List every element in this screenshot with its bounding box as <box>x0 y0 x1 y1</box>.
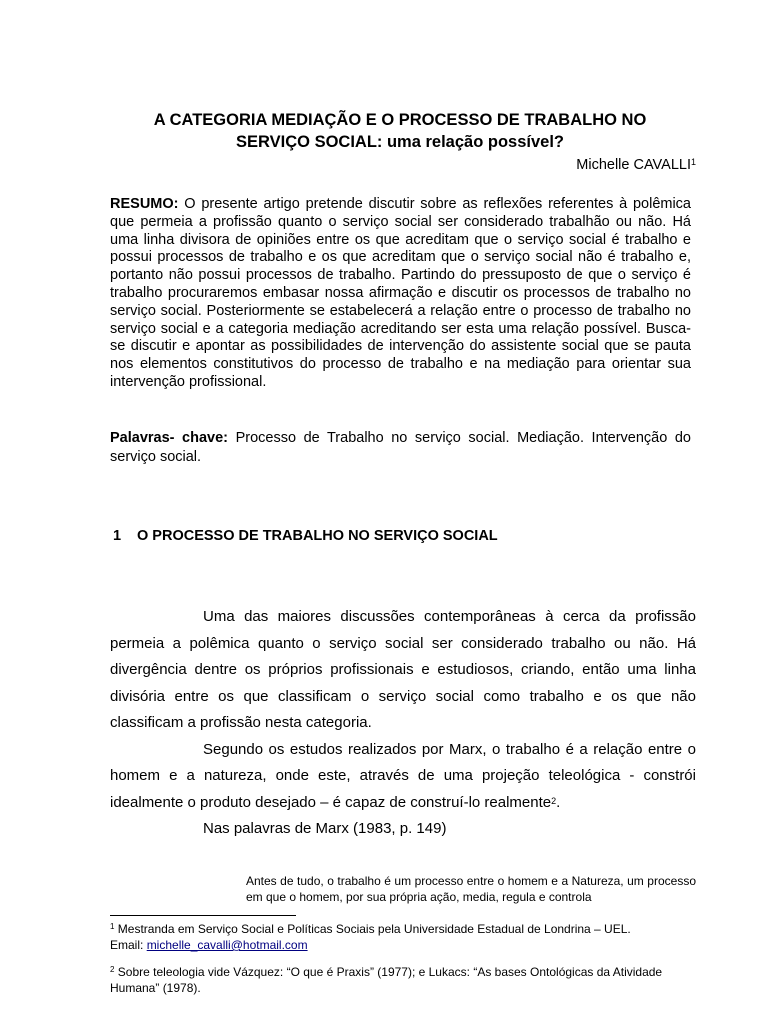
keywords-text: Processo de Trabalho no serviço social. Mediação. Intervenção do serviço social. <box>110 430 691 465</box>
footnote-2 <box>110 964 696 996</box>
title-line-2: SERVIÇO SOCIAL: uma relação possível? <box>236 133 564 151</box>
paragraph-2-footnote-marker: 2 <box>551 795 557 806</box>
abstract <box>110 196 691 392</box>
footnote-2-text: Sobre teleologia vide Vázquez: “O que é Praxis” (1977); e Lukacs: “As bases Ontológicas da Atividade Humana” (1978). <box>110 965 663 995</box>
paragraph-1: Uma das maiores discussões contemporâneas à cerca da profissão permeia a polêmica quanto o serviço social ser considerado trabalho ou não. Há divergência dentre os próprios profissionais e estudiosos, criando, então uma linha divisória entre os que classificam o serviço social como trabalho e os que não classificam a profissão nesta categoria. <box>110 608 696 731</box>
footnote-divider <box>110 915 296 916</box>
footnotes <box>110 921 696 996</box>
footnote-1 <box>110 921 696 953</box>
paragraph-2-text: Segundo os estudos realizados por Marx, o trabalho é a relação entre o homem e a natureza, onde este, através de uma projeção teleológica - constrói idealmente o produto desejado – é capaz de construí-lo realmente <box>110 740 696 811</box>
abstract-text: O presente artigo pretende discutir sobre as reflexões referentes à polêmica que permeia a profissão quanto o serviço social ser considerado trabalhão ou não. Há uma linha divisora de opiniões entre os que acreditam que o serviço social é trabalho e possui processos de trabalho e os que acreditam que o serviço social não é trabalho e, portanto não possui processos de trabalho. Partindo do pressuposto de que o serviço é trabalho procuraremos embasar nossa afirmação e discutir os processos de trabalho no serviço social. Posteriormente se estabelecerá a relação entre o processo de trabalho no serviço social e a categoria mediação acreditando ser esta uma relação possível. Busca-se discutir e apontar as possibilidades de intervenção do assistente social que se pauta nos elementos constitutivos do processo de trabalho e na mediação para orientar sua intervenção profissional. <box>110 196 691 390</box>
body-text <box>110 604 696 843</box>
footnote-2-number: 2 <box>110 965 115 974</box>
author-text: Michelle CAVALLI <box>576 157 691 173</box>
paragraph-2 <box>110 737 696 817</box>
section-heading <box>113 526 498 546</box>
footnote-1-text: Mestranda em Serviço Social e Políticas Sociais pela Universidade Estadual de Londrina – UEL. <box>117 922 631 936</box>
title-line-1: A CATEGORIA MEDIAÇÃO E O PROCESSO DE TRABALHO NO <box>153 111 647 129</box>
article-title <box>100 109 700 153</box>
footnote-1-email-link[interactable]: michelle_cavalli@hotmail.com <box>146 938 308 952</box>
author-footnote-marker: 1 <box>690 157 696 167</box>
abstract-label: RESUMO: <box>110 196 179 212</box>
block-quote: Antes de tudo, o trabalho é um processo entre o homem e a Natureza, um processo em que o homem, por sua própria ação, media, regula e controla <box>246 874 696 904</box>
paragraph-3: Nas palavras de Marx (1983, p. 149) <box>203 820 447 837</box>
author-name <box>576 155 696 175</box>
keywords-label: Palavras- chave: <box>110 430 228 446</box>
footnote-1-number: 1 <box>110 922 115 931</box>
section-title: O PROCESSO DE TRABALHO NO SERVIÇO SOCIAL <box>137 528 498 544</box>
section-number: 1 <box>113 528 122 544</box>
keywords <box>110 429 691 467</box>
footnote-1-email-label: Email: <box>110 938 144 952</box>
paragraph-2-end: . <box>556 793 561 811</box>
